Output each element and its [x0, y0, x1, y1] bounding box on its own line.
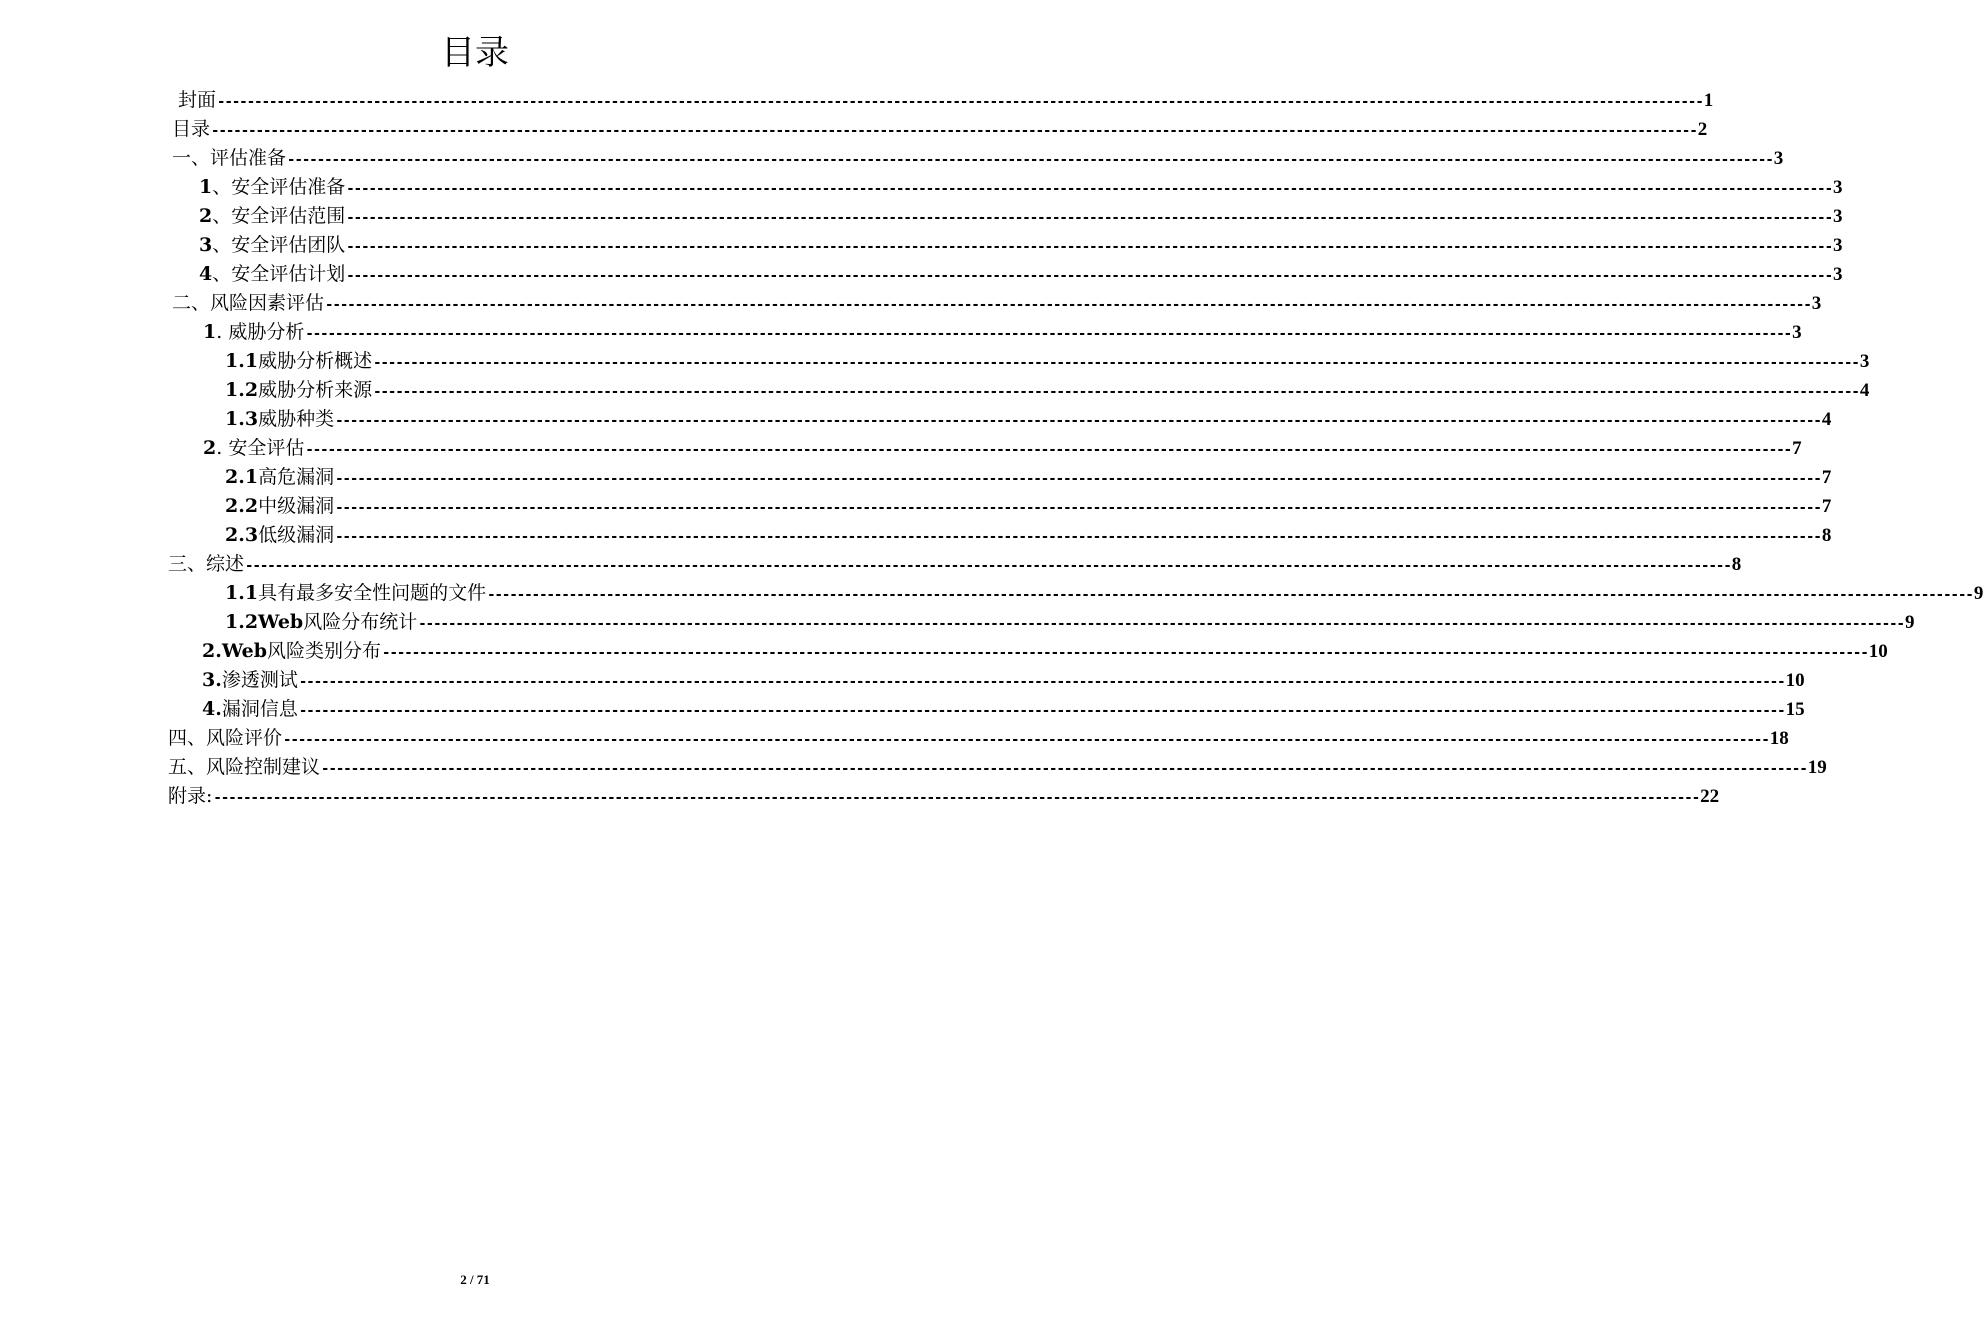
toc-entry-number: 1.1 [225, 582, 259, 604]
toc-leader: -------------------------------------------------------------------------------------------------------------------------------------------------------------------------------------------------------- [335, 471, 1821, 487]
toc-entry-page: 10 [1785, 670, 1805, 691]
toc-leader: -------------------------------------------------------------------------------------------------------------------------------------------------------------------------------------------------------- [373, 355, 1859, 371]
toc-leader: -------------------------------------------------------------------------------------------------------------------------------------------------------------------------------------------------------- [325, 297, 1811, 313]
toc-leader: -------------------------------------------------------------------------------------------------------------------------------------------------------------------------------------------------------- [418, 616, 1904, 632]
toc-entry-contents[interactable] [172, 115, 1708, 144]
toc-entry-label: 二、风险因素评估 [172, 292, 325, 314]
toc-entry-page: 4 [1859, 380, 1870, 401]
toc-entry-3-2[interactable] [202, 637, 1888, 666]
toc-entry-label: 威胁分析来源 [258, 379, 373, 401]
toc-entry-number: 2.3 [225, 524, 259, 546]
toc-leader: -------------------------------------------------------------------------------------------------------------------------------------------------------------------------------------------------------- [211, 123, 1697, 139]
toc-entry-label: 三、综述 [168, 553, 245, 575]
toc-entry-label: 威胁分析概述 [258, 350, 373, 372]
toc-entry-label: 、安全评估准备 [212, 176, 346, 198]
toc-entry-3-1-1[interactable] [225, 579, 1983, 608]
toc-entry-page: 2 [1697, 119, 1708, 140]
toc-leader: -------------------------------------------------------------------------------------------------------------------------------------------------------------------------------------------------------- [321, 761, 1807, 777]
toc-entry-label: 封面 [178, 89, 217, 111]
toc-entry-section-5[interactable] [168, 753, 1827, 782]
toc-entry-page: 9 [1904, 612, 1915, 633]
toc-entry-number: 3 [199, 234, 213, 256]
toc-leader: -------------------------------------------------------------------------------------------------------------------------------------------------------------------------------------------------------- [487, 587, 1973, 603]
toc-entry-label: 一、评估准备 [172, 147, 287, 169]
toc-entry-label: 、安全评估计划 [212, 263, 346, 285]
toc-entry-2-1-3[interactable] [225, 405, 1832, 434]
toc-entry-label: 具有最多安全性问题的文件 [258, 582, 487, 604]
toc-entry-1-1[interactable] [199, 173, 1843, 202]
toc-entry-label: 高危漏洞 [258, 466, 335, 488]
toc-entry-page: 3 [1773, 148, 1784, 169]
toc-entry-section-4[interactable] [168, 724, 1789, 753]
toc-entry-page: 18 [1769, 728, 1789, 749]
toc-leader: -------------------------------------------------------------------------------------------------------------------------------------------------------------------------------------------------------- [298, 703, 1785, 719]
toc-leader: -------------------------------------------------------------------------------------------------------------------------------------------------------------------------------------------------------- [287, 152, 1773, 168]
toc-entry-3-3[interactable] [202, 666, 1805, 695]
toc-entry-page: 8 [1731, 554, 1742, 575]
toc-entry-number: 2.1 [225, 466, 259, 488]
toc-entry-page: 22 [1700, 786, 1720, 807]
toc-entry-label: 中级漏洞 [258, 495, 335, 517]
toc-entry-number: 4 [199, 263, 213, 285]
toc-entry-page: 3 [1833, 235, 1843, 256]
toc-leader: -------------------------------------------------------------------------------------------------------------------------------------------------------------------------------------------------------- [213, 790, 1700, 806]
toc-entry-number: 4. [202, 698, 222, 720]
toc-entry-2-2-1[interactable] [225, 463, 1832, 492]
toc-entry-2-2-3[interactable] [225, 521, 1832, 550]
toc-entry-page: 3 [1833, 177, 1843, 198]
toc-entry-2-1-2[interactable] [225, 376, 1870, 405]
toc-entry-number: 2 [199, 205, 213, 227]
toc-entry-label: 附录: [168, 785, 213, 807]
toc-entry-number: 1.2 [225, 379, 259, 401]
toc-entry-label: 五、风险控制建议 [168, 756, 321, 778]
toc-leader: -------------------------------------------------------------------------------------------------------------------------------------------------------------------------------------------------------- [382, 645, 1868, 661]
toc-leader: -------------------------------------------------------------------------------------------------------------------------------------------------------------------------------------------------------- [217, 94, 1703, 110]
toc-entry-number: 1 [199, 176, 213, 198]
toc-entry-number: 2.Web [202, 640, 267, 662]
toc-entry-section-2[interactable] [172, 289, 1822, 318]
toc-entry-number: 1.1 [225, 350, 259, 372]
toc-entry-label: 风险类别分布 [267, 640, 382, 662]
toc-entry-label: 渗透测试 [221, 669, 298, 691]
toc-entry-label: 低级漏洞 [258, 524, 335, 546]
toc-entry-number: 2.2 [225, 495, 259, 517]
toc-leader: -------------------------------------------------------------------------------------------------------------------------------------------------------------------------------------------------------- [245, 558, 1731, 574]
toc-leader: -------------------------------------------------------------------------------------------------------------------------------------------------------------------------------------------------------- [335, 413, 1821, 429]
toc-leader: -------------------------------------------------------------------------------------------------------------------------------------------------------------------------------------------------------- [305, 442, 1792, 458]
toc-entry-label: 漏洞信息 [221, 698, 298, 720]
toc-entry-number: 2 [203, 437, 217, 459]
toc-entry-page: 3 [1833, 264, 1843, 285]
toc-leader: -------------------------------------------------------------------------------------------------------------------------------------------------------------------------------------------------------- [346, 239, 1832, 255]
toc-entry-label: 威胁种类 [258, 408, 335, 430]
toc-entry-label: 四、风险评价 [168, 727, 283, 749]
toc-entry-page: 9 [1973, 583, 1983, 604]
toc-entry-number: 1.3 [225, 408, 259, 430]
toc-leader: -------------------------------------------------------------------------------------------------------------------------------------------------------------------------------------------------------- [298, 674, 1785, 690]
toc-leader: -------------------------------------------------------------------------------------------------------------------------------------------------------------------------------------------------------- [305, 326, 1792, 342]
toc-entry-number: 1.2Web [225, 611, 304, 633]
toc-entry-page: 7 [1821, 467, 1832, 488]
toc-entry-page: 10 [1868, 641, 1888, 662]
toc-entry-2-2[interactable] [203, 434, 1802, 463]
toc-entry-3-4[interactable] [202, 695, 1805, 724]
toc-entry-label: . 威胁分析 [216, 321, 305, 343]
toc-entry-page: 3 [1811, 293, 1822, 314]
toc-entry-number: 3. [202, 669, 222, 691]
toc-entry-label: 、安全评估团队 [212, 234, 346, 256]
toc-entry-1-3[interactable] [199, 231, 1843, 260]
toc-entry-label: 目录 [172, 118, 211, 140]
toc-entry-cover[interactable] [178, 86, 1714, 115]
toc-entry-page: 3 [1859, 351, 1870, 372]
toc-entry-label: . 安全评估 [216, 437, 305, 459]
toc-entry-1-4[interactable] [199, 260, 1843, 289]
toc-entry-2-1-1[interactable] [225, 347, 1870, 376]
toc-entry-page: 3 [1792, 322, 1802, 343]
toc-entry-page: 8 [1821, 525, 1832, 546]
toc-entry-section-3[interactable] [168, 550, 1742, 579]
toc-entry-3-1-2[interactable] [225, 608, 1915, 637]
toc-entry-appendix[interactable] [168, 782, 1720, 811]
toc-entry-page: 7 [1821, 496, 1832, 517]
toc-leader: -------------------------------------------------------------------------------------------------------------------------------------------------------------------------------------------------------- [283, 732, 1769, 748]
toc-leader: -------------------------------------------------------------------------------------------------------------------------------------------------------------------------------------------------------- [346, 268, 1832, 284]
page-title: 目录 [441, 33, 509, 73]
toc-entry-label: 、安全评估范围 [212, 205, 346, 227]
toc-entry-page: 1 [1703, 90, 1714, 111]
toc-entry-section-1[interactable] [172, 144, 1784, 173]
toc-leader: -------------------------------------------------------------------------------------------------------------------------------------------------------------------------------------------------------- [373, 384, 1859, 400]
toc-entry-number: 1 [203, 321, 217, 343]
toc-entry-page: 4 [1821, 409, 1832, 430]
toc-entry-2-1[interactable] [203, 318, 1802, 347]
toc-leader: -------------------------------------------------------------------------------------------------------------------------------------------------------------------------------------------------------- [335, 500, 1821, 516]
toc-leader: -------------------------------------------------------------------------------------------------------------------------------------------------------------------------------------------------------- [346, 210, 1832, 226]
toc-entry-page: 15 [1785, 699, 1805, 720]
toc-entry-page: 7 [1792, 438, 1802, 459]
toc-entry-page: 19 [1807, 757, 1827, 778]
toc-entry-1-2[interactable] [199, 202, 1843, 231]
page-number-footer: 2 / 71 [460, 1272, 490, 1287]
toc-entry-2-2-2[interactable] [225, 492, 1832, 521]
toc-entry-page: 3 [1833, 206, 1843, 227]
toc-leader: -------------------------------------------------------------------------------------------------------------------------------------------------------------------------------------------------------- [335, 529, 1821, 545]
toc-leader: -------------------------------------------------------------------------------------------------------------------------------------------------------------------------------------------------------- [346, 181, 1832, 197]
toc-entry-label: 风险分布统计 [303, 611, 418, 633]
